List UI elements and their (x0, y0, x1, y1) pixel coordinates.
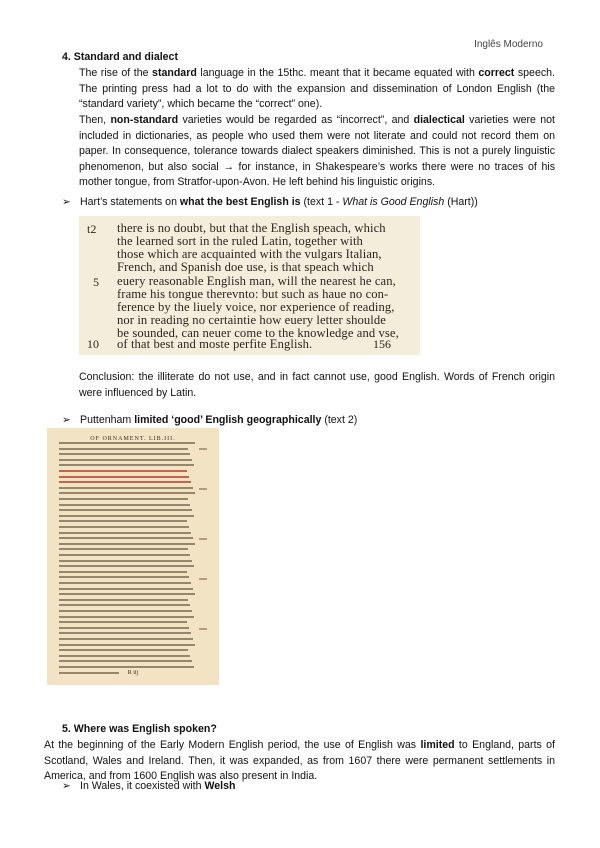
scan-text-line (59, 492, 195, 494)
scan-text-line (59, 509, 192, 511)
scan-line: the learned sort in the ruled Latin, together with (117, 234, 363, 248)
scan-text-line (59, 481, 191, 483)
scan-text-line (59, 520, 187, 522)
scan-text-line (59, 464, 194, 466)
scan-line: of that best and moste perfite English. (117, 337, 313, 351)
scan-text-line (59, 660, 192, 662)
scan-line: euery reasonable English man, will the nearest he can, (117, 274, 396, 288)
scan-text-line (59, 644, 195, 646)
scan-text-line (59, 498, 188, 500)
scan-text-line (59, 560, 192, 562)
arrow-bullet-icon: ➢ (62, 196, 71, 208)
scan-line: French, and Spanish doe use, is that speach which (117, 260, 374, 274)
margin-note (199, 628, 207, 630)
line-number: t2 (87, 222, 97, 236)
line-number: 10 (87, 337, 99, 351)
scan-line: there is no doubt, but that the English speach, which (117, 221, 386, 235)
scan-text-line (59, 599, 188, 601)
scan-line: frame his tongue therevnto: but such as haue no con- (117, 287, 389, 301)
margin-note (199, 578, 207, 580)
scan-text-line (59, 593, 195, 595)
scan-text-line (59, 453, 190, 455)
margin-note (199, 488, 207, 490)
scan-signature: R iij (127, 670, 139, 677)
scan-line: those which are acquainted with the vulgars Italian, (117, 247, 382, 261)
scan-text-line (59, 442, 195, 444)
arrow-bullet-icon: ➢ (62, 414, 71, 426)
scan-text-line (59, 621, 187, 623)
margin-note (199, 448, 207, 450)
scan-text-line (59, 616, 194, 618)
scan-text-line (59, 632, 191, 634)
puttenham-text-scan (47, 428, 219, 685)
scan-text-line (59, 459, 192, 461)
scan-text-line (59, 504, 190, 506)
section-5-paragraph-1: At the beginning of the Early Modern English period, the use of English was limited to England, parts of Scotland, Wales and Ireland. Then, it was expanded, as from 1607 there were permanent settlements in America, and from 1600 English was also present in India. (44, 739, 556, 783)
hart-text-scan (79, 216, 420, 355)
section-4-heading: 4. Standard and dialect (62, 51, 178, 63)
arrow-bullet-icon: ➢ (62, 780, 71, 792)
scan-line: ference by the liuely voice, nor experience of reading, (117, 300, 395, 314)
scan-line: be sounded, can neuer come to the knowledge and vse, (117, 326, 399, 340)
scan-text-line (59, 627, 189, 629)
running-header: Inglês Moderno (474, 39, 543, 50)
scan-text-line (59, 515, 194, 517)
scan-text-line (59, 532, 191, 534)
scan-text-line (59, 588, 193, 590)
wales-bullet: ➢ In Wales, it coexisted with Welsh (62, 779, 235, 795)
margin-note (199, 538, 207, 540)
scan-text-line (59, 476, 189, 478)
scan-text-line (59, 470, 187, 472)
puttenham-bullet: ➢ Puttenham limited ‘good’ English geographically (text 2) (62, 413, 357, 429)
section-5-heading: 5. Where was English spoken? (62, 723, 217, 735)
scan-text-line (59, 554, 190, 556)
scan-text-line (59, 655, 190, 657)
line-number: 5 (93, 275, 99, 289)
scan-text-line (59, 576, 189, 578)
scan-text-line (59, 604, 190, 606)
scan-text-line (59, 638, 193, 640)
scan-text-line (59, 548, 188, 550)
scan-text-line (59, 582, 191, 584)
page-number: 156 (373, 337, 391, 351)
scan-text-line (59, 448, 188, 450)
scan-line: nor in reading no certaintie how euery letter shoulde (117, 313, 386, 327)
scan-text-line (59, 526, 189, 528)
conclusion-text: Conclusion: the illiterate do not use, and in fact cannot use, good English. Words of French origin were influenced by Latin. (79, 371, 555, 399)
section-4-paragraph-1: The rise of the standard language in the 15thc. meant that it became equated with correct speech. The printing press had a lot to do with the expansion and dissemination of London English (the “standard variety”, which became the “correct” one). (79, 67, 555, 111)
scan-text-line (59, 487, 193, 489)
scan-text-line (59, 610, 192, 612)
scan-title: OF ORNAMENT. LIB.III. (90, 436, 176, 442)
section-4-paragraph-2: Then, non-standard varieties would be regarded as “incorrect”, and dialectical varieties were not included in dictionaries, as people who used them were not literate and could not record them on paper. In consequence, tolerance towards dialect speakers diminished. This is not a purely linguistic phenomenon, but also social → for instance, in Shakespeare’s works there were no traces of his mother tongue, from Stratfor-upon-Avon. He left behind his linguistic origins. (79, 114, 555, 189)
scan-text-line (59, 571, 187, 573)
scan-text-line (59, 537, 193, 539)
scan-text-line (59, 649, 188, 651)
scan-text-line (59, 543, 195, 545)
hart-bullet: ➢ Hart’s statements on what the best English is (text 1 - What is Good English (Hart)) (62, 195, 478, 211)
scan-text-line (59, 565, 194, 567)
